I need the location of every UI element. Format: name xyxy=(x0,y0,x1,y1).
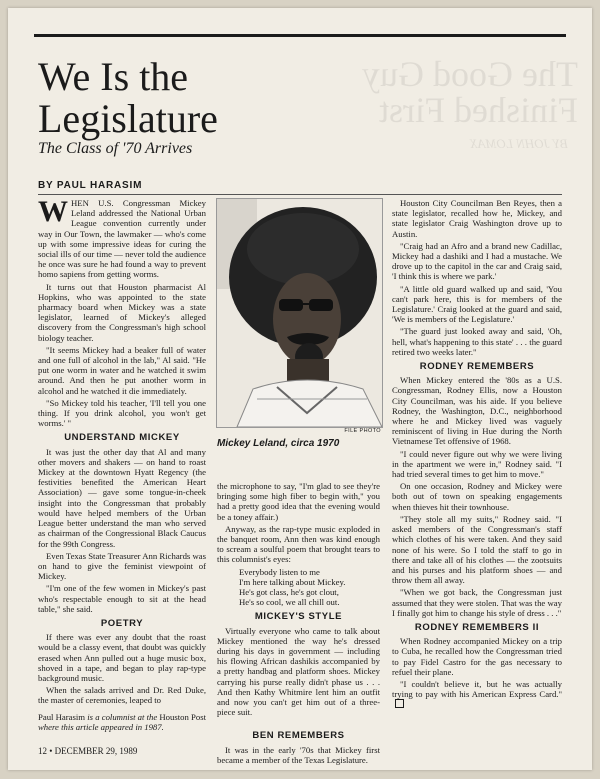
poem-line: He's so cool, we all chill out. xyxy=(239,597,340,608)
paragraph: "The guard just looked away and said, 'Oh, hell, what's happening to this state' . . . the guard retired two weeks later." xyxy=(392,326,562,357)
paragraph: Virtually everyone who came to talk about Mickey mentioned the way he's dressed during his days in government — including his flowing African dashikis accompanied by a pretty handbag and platform shoes. Mickey carrying his purse really didn't phase us . . . And then Kathy Whitmire lent him an outfit and now you can't get him out of a three- piece suit. xyxy=(217,625,380,718)
top-rule xyxy=(34,34,566,37)
poem xyxy=(239,567,380,608)
column-2 xyxy=(217,481,380,767)
section-heading: POETRY xyxy=(100,617,144,629)
byline: BY PAUL HARASIM xyxy=(38,180,143,191)
paragraph: Anyway, as the rap-type music exploded in the banquet room, Ann then was kind enough to scream a soulful poem that brought tears to this columnist's eyes: xyxy=(217,523,380,565)
paragraph: Houston City Councilman Ben Reyes, then a state legislator, recalled how he, Mickey, and state legislator Craig Washington drove up to Austin. xyxy=(392,198,562,239)
paragraph: "When we got back, the Congressman just assumed that they were stolen. That was the way I finally got him to change his style of dress . . ." xyxy=(392,587,562,618)
paragraph: "It seems Mickey had a beaker full of water and one full of alcohol in the lab," Al said. "He put one worm in water and he watched it swim around. And then he put another worm in alcohol and he watched it die immediately. xyxy=(38,344,206,396)
magazine-page xyxy=(8,8,592,770)
column-3 xyxy=(392,198,562,712)
bleed-through-byline: BY JOHN LOMAX xyxy=(469,136,568,151)
paragraph: It was just the other day that Al and many other movers and shakers — on hand to roast Mickey at the downtown Hyatt Regency (the festivities benefited the American Heart Association) — gave some tongue-in-cheek insight into the Congressman that probably would have helped members of the Urban League better understand the man who served as chairman of the Congressional Black Caucus for the 99th Congress. xyxy=(38,446,206,549)
portrait-photo xyxy=(216,198,383,428)
paragraph: When Rodney accompanied Mickey on a trip to Cuba, he recalled how the Congressman tried to pay Fidel Castro for the gas necessary to refuel their plane. xyxy=(392,636,562,677)
bleed-through-title: The Good Guy Finished First xyxy=(362,54,578,130)
paragraph: If there was ever any doubt that the roast would be a classy event, that doubt was quickly erased when Ann pulled out a huge music box, shoved in a tape, and began to play rap-type background music. xyxy=(38,632,206,683)
paragraph: When the salads arrived and Dr. Red Duke, the master of ceremonies, leaped to xyxy=(38,685,206,706)
page-folio: 12 • DECEMBER 29, 1989 xyxy=(38,746,138,756)
lead-paragraph: WHEN U.S. Congressman Mickey Leland addressed the National Urban League convention currently under way in Our Town, the lawmaker — who's come up with some impressive ideas for curing the social ills of our time — never told the audience he once was sure he had found a way to prevent homo sapiens from getting worms. xyxy=(38,195,206,280)
headline: We Is the Legislature xyxy=(38,54,218,141)
end-mark-icon xyxy=(395,699,404,708)
poem-line: Everybody listen to me xyxy=(239,566,320,577)
paragraph: "A little old guard walked up and said, 'You can't park here, this is for members of the Legislature.' Craig looked at the guard and said, 'We is members of the Legislature.' xyxy=(392,283,562,325)
author-note: Paul Harasim is a columnist at the Houston Post where this article appeared in 1987. xyxy=(38,711,206,732)
portrait-illustration xyxy=(217,199,382,427)
column-1 xyxy=(38,195,206,734)
paragraph: "They stole all my suits," Rodney said. "I asked members of the Congressman's staff which clothes of his were taken. And they said none of his were. So I told the staff to go in there and take all of his clothes — the zootsuits and his purses and his platform shoes — and throw them all away. xyxy=(392,513,562,586)
subhead: The Class of '70 Arrives xyxy=(38,140,193,157)
paragraph: "I couldn't believe it, but he was actually trying to pay with his American Express Card." xyxy=(392,679,562,710)
paragraph: "I'm one of the few women in Mickey's past who's respectable enough to sit at the head table," she said. xyxy=(38,583,206,614)
paragraph: On one occasion, Rodney and Mickey were both out of town on speaking engagements when thieves hit their townhouse. xyxy=(392,481,562,512)
poem-line: I'm here talking about Mickey. xyxy=(239,576,346,587)
paragraph: the microphone to say, "I'm glad to see they're bringing some high fiber to begin with," you had a pretty good idea that the evening would be a toney affair.) xyxy=(217,481,380,522)
paragraph: "I could never figure out why we were living in the apartment we were in," Rodney said. "I had tried several times to get him to move." xyxy=(392,448,562,480)
section-heading: RODNEY REMEMBERS xyxy=(419,361,535,373)
paragraph: "So Mickey told his teacher, 'I'll tell you one thing. If you drink alcohol, you won't get worms.' " xyxy=(38,397,206,429)
paragraph: It turns out that Houston pharmacist Al Hopkins, who was appointed to the state pharmacy board when Mickey was a state legislator, learned of Mickey's alleged discovery from the Congressman's high school biology teacher. xyxy=(38,281,206,343)
paragraph: It was in the early '70s that Mickey first became a member of the Texas Legislature. xyxy=(217,744,380,765)
poem-line: He's got class, he's got clout, xyxy=(239,587,339,598)
photo-caption: Mickey Leland, circa 1970 xyxy=(217,438,340,449)
paragraph: Even Texas State Treasurer Ann Richards was on hand to give the feminist viewpoint of Mickey. xyxy=(38,550,206,582)
photo-credit: FILE PHOTO xyxy=(344,428,381,434)
section-heading: BEN REMEMBERS xyxy=(252,730,345,742)
section-heading: UNDERSTAND MICKEY xyxy=(64,432,180,444)
drop-cap: W xyxy=(38,195,68,228)
section-heading: MICKEY'S STYLE xyxy=(254,611,343,623)
section-heading: RODNEY REMEMBERS II xyxy=(414,621,540,633)
byline-rule xyxy=(38,194,562,195)
paragraph: When Mickey entered the '80s as a U.S. Congressman, Rodney Ellis, now a Houston City Councilman, was his aide. If you believe Rodney, the Washington, D.C., neighborhood where he and Mickey lived was vaguely reminiscent of living in Hue during the North Vietnamese Tet offensive of 1968. xyxy=(392,375,562,447)
paragraph: "Craig had an Afro and a brand new Cadillac, Mickey had a dashiki and I had a mustache. We drove up to the capitol in the car and Craig said, 'I think this is where we park.' xyxy=(392,240,562,282)
